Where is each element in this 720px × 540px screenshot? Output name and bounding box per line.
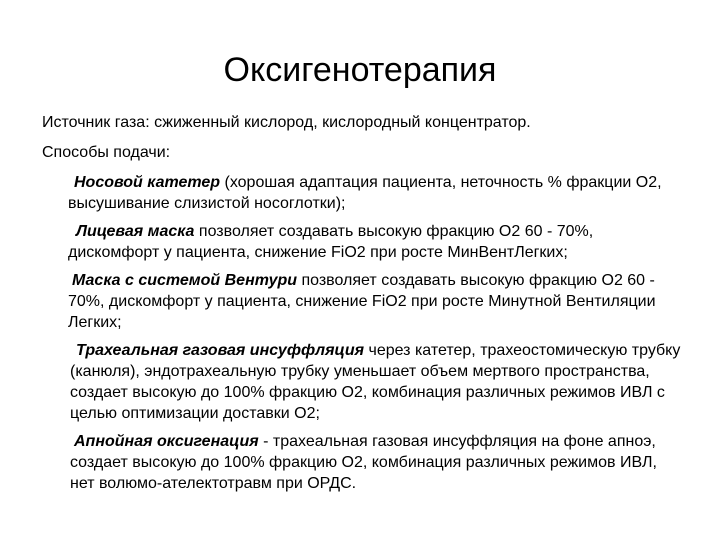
method-item-tracheal-insufflation (42, 340, 682, 424)
method-description: позволяет создавать высокую фракцию О2 60 - 70%, дискомфорт у пациента, снижение FiO2 при росте МинВентЛегких; (68, 223, 594, 261)
method-term: Апнойная оксигенация (74, 433, 259, 450)
method-description: (хорошая адаптация пациента, неточность % фракции О2, высушивание слизистой носоглотки); (68, 174, 662, 212)
method-item-apneic-oxygenation (42, 431, 682, 494)
method-item-nasal-catheter (42, 172, 682, 214)
method-item-venturi-mask (42, 270, 682, 333)
method-item-face-mask (42, 221, 682, 263)
methods-heading: Способы подачи: (42, 144, 171, 161)
method-term: Носовой катетер (74, 174, 221, 191)
method-term: Лицевая маска (76, 223, 195, 240)
slide-body (42, 112, 682, 501)
slide-title: Оксигенотерапия (223, 51, 497, 89)
method-term: Трахеальная газовая инсуффляция (76, 342, 365, 359)
method-description: позволяет создавать высокую фракцию О2 60 - 70%, дискомфорт у пациента, снижение FiO2 при росте Минутной Вентиляции Легких; (68, 272, 656, 331)
gas-source-line: Источник газа: сжиженный кислород, кислородный концентратор. (42, 114, 531, 131)
method-description: через катетер, трахеостомическую трубку (канюля), эндотрахеальную трубку уменьшает объем мертвого пространства, создает высокую до 100% фракцию О2, комбинация различных режимов ИВЛ с целью оптимизации доставки О2; (70, 342, 681, 422)
method-term: Маска с системой Вентури (72, 272, 298, 289)
method-description: - трахеальная газовая инсуффляция на фоне апноэ, создает высокую до 100% фракцию О2, комбинация различных режимов ИВЛ, нет волюмо-ателектотравм при ОРДС. (70, 433, 657, 492)
